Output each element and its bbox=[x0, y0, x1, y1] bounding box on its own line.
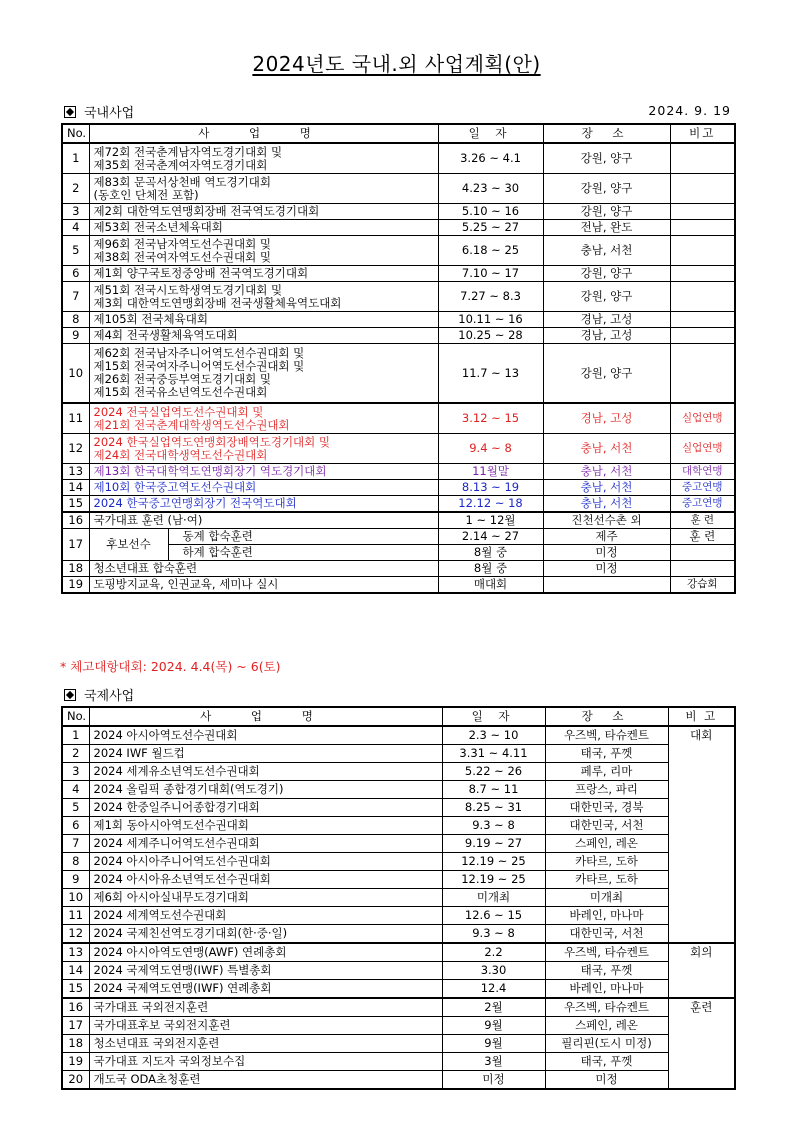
row-number: 7 bbox=[62, 282, 89, 312]
table-row bbox=[62, 204, 735, 220]
row-place: 우즈벡, 타슈켄트 bbox=[545, 998, 668, 1017]
row-name: 2024 국제역도연맹(IWF) 연례총회 bbox=[89, 980, 442, 999]
row-number: 16 bbox=[62, 512, 89, 529]
row-name: 국가대표후보 국외전지훈련 bbox=[89, 1017, 442, 1035]
row-name-line: 제26회 전국중등부역도경기대회 및 bbox=[93, 372, 271, 386]
row-note bbox=[670, 236, 735, 266]
row-name: 제1회 동아시아역도선수권대회 bbox=[89, 817, 442, 835]
header-note: 비 고 bbox=[668, 707, 735, 726]
row-note bbox=[670, 561, 735, 577]
row-note bbox=[670, 344, 735, 404]
row-date: 9월 bbox=[442, 1035, 545, 1053]
table-row bbox=[62, 835, 735, 853]
row-place: 대한민국, 서천 bbox=[545, 817, 668, 835]
page-title: 2024년도 국내.외 사업계획(안) bbox=[252, 52, 541, 76]
international-heading bbox=[64, 685, 134, 704]
table-row bbox=[62, 998, 735, 1017]
row-date: 매대회 bbox=[438, 577, 543, 594]
row-name-line: 제3회 대한역도연맹회장배 전국생활체육역도대회 bbox=[93, 295, 342, 310]
domestic-heading-label: 국내사업 bbox=[84, 106, 135, 121]
row-place: 충남, 서천 bbox=[543, 434, 670, 464]
row-note bbox=[670, 143, 735, 174]
row-number: 9 bbox=[62, 328, 89, 344]
row-place: 스페인, 레온 bbox=[545, 835, 668, 853]
row-name bbox=[89, 312, 438, 328]
table-row bbox=[62, 1035, 735, 1053]
row-number: 17 bbox=[62, 529, 89, 561]
row-note bbox=[670, 220, 735, 236]
row-place: 충남, 서천 bbox=[543, 464, 670, 480]
row-date: 8.7 ~ 11 bbox=[442, 781, 545, 799]
row-note bbox=[670, 282, 735, 312]
row-name bbox=[89, 174, 438, 204]
row-name: 제6회 아시아실내무도경기대회 bbox=[89, 889, 442, 907]
row-name-line: 도핑방지교육, 인권교육, 세미나 실시 bbox=[93, 577, 279, 591]
row-date: 12.19 ~ 25 bbox=[442, 853, 545, 871]
row-name bbox=[89, 434, 438, 464]
table-row bbox=[62, 464, 735, 480]
table-row bbox=[62, 496, 735, 513]
header-place: 장 소 bbox=[545, 707, 668, 726]
row-number: 18 bbox=[62, 561, 89, 577]
row-date: 2월 bbox=[442, 998, 545, 1017]
table-row bbox=[62, 480, 735, 496]
row-name-line: 제21회 전국춘계대학생역도선수권대회 bbox=[93, 417, 290, 432]
row-number: 20 bbox=[62, 1071, 89, 1090]
row-place: 충남, 서천 bbox=[543, 236, 670, 266]
row-number: 2 bbox=[62, 174, 89, 204]
header-no: No. bbox=[62, 124, 89, 143]
row-name: 2024 세계역도선수권대회 bbox=[89, 907, 442, 925]
row-name bbox=[89, 220, 438, 236]
row-number: 6 bbox=[62, 266, 89, 282]
row-place: 강원, 양구 bbox=[543, 344, 670, 404]
row-name: 국가대표 국외전지훈련 bbox=[89, 998, 442, 1017]
row-name bbox=[89, 480, 438, 496]
table-row bbox=[62, 781, 735, 799]
row-name: 2024 세계유소년역도선수권대회 bbox=[89, 763, 442, 781]
row-name bbox=[89, 403, 438, 434]
row-number: 3 bbox=[62, 763, 89, 781]
row-date: 10.25 ~ 28 bbox=[438, 328, 543, 344]
row-place: 대한민국, 경북 bbox=[545, 799, 668, 817]
row-date: 5.10 ~ 16 bbox=[438, 204, 543, 220]
row-name: 국가대표 지도자 국외정보수집 bbox=[89, 1053, 442, 1071]
row-place: 강원, 양구 bbox=[543, 174, 670, 204]
row-place: 미정 bbox=[543, 561, 670, 577]
row-date: 2.3 ~ 10 bbox=[442, 726, 545, 745]
row-name bbox=[89, 236, 438, 266]
row-name-line: 국가대표 훈련 (남·여) bbox=[93, 513, 203, 527]
row-date: 2.2 bbox=[442, 943, 545, 962]
row-place: 충남, 서천 bbox=[543, 480, 670, 496]
row-group-label: 후보선수 bbox=[89, 529, 168, 561]
row-date: 12.4 bbox=[442, 980, 545, 999]
row-number: 5 bbox=[62, 236, 89, 266]
row-date: 9.3 ~ 8 bbox=[442, 817, 545, 835]
row-name bbox=[89, 344, 438, 404]
row-name bbox=[89, 464, 438, 480]
row-date: 5.22 ~ 26 bbox=[442, 763, 545, 781]
row-date: 8.25 ~ 31 bbox=[442, 799, 545, 817]
document-date: 2024. 9. 19 bbox=[648, 103, 731, 118]
row-name-line: 제13회 한국대학역도연맹회장기 역도경기대회 bbox=[93, 464, 327, 478]
row-place: 강원, 양구 bbox=[543, 143, 670, 174]
table-row bbox=[62, 561, 735, 577]
row-name bbox=[89, 204, 438, 220]
row-number: 7 bbox=[62, 835, 89, 853]
row-name-line: 제72회 전국춘계남자역도경기대회 및 bbox=[93, 144, 283, 159]
row-name-line: 제51회 전국시도학생역도경기대회 및 bbox=[93, 282, 283, 297]
row-date: 5.25 ~ 27 bbox=[438, 220, 543, 236]
row-sub-name: 동계 합숙훈련 bbox=[168, 529, 438, 545]
header-date: 일 자 bbox=[442, 707, 545, 726]
header-name: 사 업 명 bbox=[89, 707, 442, 726]
row-date: 3.30 bbox=[442, 962, 545, 980]
row-number: 2 bbox=[62, 745, 89, 763]
row-number: 13 bbox=[62, 464, 89, 480]
row-name: 2024 아시아역도선수권대회 bbox=[89, 726, 442, 745]
row-place: 우즈벡, 타슈켄트 bbox=[545, 943, 668, 962]
row-place: 강원, 양구 bbox=[543, 266, 670, 282]
row-number: 4 bbox=[62, 781, 89, 799]
row-name: 2024 올림픽 종합경기대회(역도경기) bbox=[89, 781, 442, 799]
header-place: 장 소 bbox=[543, 124, 670, 143]
row-place: 대한민국, 서천 bbox=[545, 925, 668, 944]
row-date: 9.3 ~ 8 bbox=[442, 925, 545, 944]
header-name: 사 업 명 bbox=[89, 124, 438, 143]
diamond-bullet-icon bbox=[64, 106, 76, 118]
row-note bbox=[670, 266, 735, 282]
row-name bbox=[89, 496, 438, 513]
row-number: 15 bbox=[62, 496, 89, 513]
row-name-line: 제15회 전국여자주니어역도선수권대회 및 bbox=[93, 359, 305, 373]
row-number: 10 bbox=[62, 889, 89, 907]
row-date: 11.7 ~ 13 bbox=[438, 344, 543, 404]
header-no: No. bbox=[62, 707, 89, 726]
table-row bbox=[62, 925, 735, 944]
row-place: 태국, 푸껫 bbox=[545, 962, 668, 980]
row-note bbox=[670, 545, 735, 561]
row-name: 2024 한중일주니어종합경기대회 bbox=[89, 799, 442, 817]
row-number: 6 bbox=[62, 817, 89, 835]
table-row bbox=[62, 529, 735, 545]
row-name-line: 청소년대표 합숙훈련 bbox=[93, 561, 198, 575]
row-number: 1 bbox=[62, 143, 89, 174]
row-place: 바레인, 마나마 bbox=[545, 980, 668, 999]
row-name-line: 제35회 전국춘계여자역도경기대회 bbox=[93, 157, 268, 172]
table-row bbox=[62, 403, 735, 434]
row-number: 10 bbox=[62, 344, 89, 404]
row-name-line: 2024 한국중고연맹회장기 전국역도대회 bbox=[93, 496, 297, 510]
row-place: 바레인, 마나마 bbox=[545, 907, 668, 925]
row-place: 강원, 양구 bbox=[543, 282, 670, 312]
row-group-note: 대회 bbox=[668, 726, 735, 943]
table-row bbox=[62, 1071, 735, 1090]
row-number: 17 bbox=[62, 1017, 89, 1035]
row-note: 실업연맹 bbox=[670, 434, 735, 464]
row-date: 12.6 ~ 15 bbox=[442, 907, 545, 925]
row-place: 우즈벡, 타슈켄트 bbox=[545, 726, 668, 745]
row-number: 18 bbox=[62, 1035, 89, 1053]
row-place: 필리핀(도시 미정) bbox=[545, 1035, 668, 1053]
table-row bbox=[62, 282, 735, 312]
row-number: 13 bbox=[62, 943, 89, 962]
row-place: 태국, 푸껫 bbox=[545, 745, 668, 763]
row-place: 전남, 완도 bbox=[543, 220, 670, 236]
table-header-row bbox=[62, 707, 735, 726]
row-number: 19 bbox=[62, 577, 89, 594]
table-row bbox=[62, 943, 735, 962]
row-note: 훈 련 bbox=[670, 529, 735, 545]
row-date: 3.31 ~ 4.11 bbox=[442, 745, 545, 763]
row-note bbox=[670, 312, 735, 328]
row-number: 12 bbox=[62, 434, 89, 464]
row-place: 스페인, 레온 bbox=[545, 1017, 668, 1035]
row-name-line: 제105회 전국체육대회 bbox=[93, 312, 208, 326]
row-place: 프랑스, 파리 bbox=[545, 781, 668, 799]
row-place: 미정 bbox=[545, 1071, 668, 1090]
row-name: 청소년대표 국외전지훈련 bbox=[89, 1035, 442, 1053]
row-note: 중고연맹 bbox=[670, 480, 735, 496]
row-place: 강원, 양구 bbox=[543, 204, 670, 220]
row-date: 10.11 ~ 16 bbox=[438, 312, 543, 328]
row-name: 2024 세계주니어역도선수권대회 bbox=[89, 835, 442, 853]
row-date: 8.13 ~ 19 bbox=[438, 480, 543, 496]
row-place: 카타르, 도하 bbox=[545, 871, 668, 889]
row-number: 12 bbox=[62, 925, 89, 944]
row-place: 경남, 고성 bbox=[543, 312, 670, 328]
table-row bbox=[62, 220, 735, 236]
row-name bbox=[89, 282, 438, 312]
row-date: 미정 bbox=[442, 1071, 545, 1090]
row-number: 19 bbox=[62, 1053, 89, 1071]
row-name: 개도국 ODA초청훈련 bbox=[89, 1071, 442, 1090]
row-name-line: 2024 한국실업역도연맹회장배역도경기대회 및 bbox=[93, 434, 331, 449]
row-name: 2024 국제친선역도경기대회(한·중·일) bbox=[89, 925, 442, 944]
row-name: 2024 아시아역도연맹(AWF) 연례총회 bbox=[89, 943, 442, 962]
row-place: 미개최 bbox=[545, 889, 668, 907]
row-place: 카타르, 도하 bbox=[545, 853, 668, 871]
table-row bbox=[62, 328, 735, 344]
row-number: 11 bbox=[62, 907, 89, 925]
domestic-heading bbox=[64, 102, 134, 121]
row-number: 9 bbox=[62, 871, 89, 889]
row-date: 9월 bbox=[442, 1017, 545, 1035]
row-place: 경남, 고성 bbox=[543, 328, 670, 344]
row-name-line: 제24회 전국대학생역도선수권대회 bbox=[93, 447, 268, 462]
row-date: 12.19 ~ 25 bbox=[442, 871, 545, 889]
row-name: 2024 IWF 월드컵 bbox=[89, 745, 442, 763]
table-row bbox=[62, 763, 735, 781]
row-note: 대학연맹 bbox=[670, 464, 735, 480]
row-date: 12.12 ~ 18 bbox=[438, 496, 543, 513]
table-row bbox=[62, 512, 735, 529]
row-date: 9.4 ~ 8 bbox=[438, 434, 543, 464]
row-date: 11월말 bbox=[438, 464, 543, 480]
table-row bbox=[62, 1053, 735, 1071]
row-note bbox=[670, 174, 735, 204]
table-row bbox=[62, 745, 735, 763]
table-row bbox=[62, 853, 735, 871]
header-note: 비고 bbox=[670, 124, 735, 143]
row-date: 4.23 ~ 30 bbox=[438, 174, 543, 204]
row-date: 3월 bbox=[442, 1053, 545, 1071]
row-name bbox=[89, 512, 438, 529]
international-table bbox=[61, 706, 736, 1090]
diamond-bullet-icon bbox=[64, 689, 76, 701]
row-number: 14 bbox=[62, 962, 89, 980]
row-note: 강습회 bbox=[670, 577, 735, 594]
row-number: 15 bbox=[62, 980, 89, 999]
table-row bbox=[62, 907, 735, 925]
row-date: 3.26 ~ 4.1 bbox=[438, 143, 543, 174]
row-date: 1 ~ 12월 bbox=[438, 512, 543, 529]
row-date: 8월 중 bbox=[438, 561, 543, 577]
row-name-line: 제83회 문곡서상천배 역도경기대회 bbox=[93, 174, 271, 189]
row-place: 진천선수촌 외 bbox=[543, 512, 670, 529]
row-name-line: 제96회 전국남자역도선수권대회 및 bbox=[93, 236, 271, 251]
table-row bbox=[62, 174, 735, 204]
row-name-line: 제38회 전국여자역도선수권대회 및 bbox=[93, 249, 271, 264]
row-number: 14 bbox=[62, 480, 89, 496]
row-group-note: 훈련 bbox=[668, 998, 735, 1089]
row-name-line: 제1회 양구국토정중앙배 전국역도경기대회 bbox=[93, 266, 309, 280]
row-place: 태국, 푸껫 bbox=[545, 1053, 668, 1071]
row-name bbox=[89, 328, 438, 344]
row-name-line: 2024 전국실업역도선수권대회 및 bbox=[93, 404, 264, 419]
row-name-line: 제2회 대한역도연맹회장배 전국역도경기대회 bbox=[93, 204, 320, 218]
row-note bbox=[670, 204, 735, 220]
row-date: 6.18 ~ 25 bbox=[438, 236, 543, 266]
row-number: 8 bbox=[62, 853, 89, 871]
table-row bbox=[62, 143, 735, 174]
row-number: 3 bbox=[62, 204, 89, 220]
row-name bbox=[89, 266, 438, 282]
row-group-note: 회의 bbox=[668, 943, 735, 998]
row-sub-name: 하계 합숙훈련 bbox=[168, 545, 438, 561]
table-row bbox=[62, 344, 735, 404]
domestic-table bbox=[61, 123, 736, 594]
row-place: 경남, 고성 bbox=[543, 403, 670, 434]
table-row bbox=[62, 871, 735, 889]
row-place: 제주 bbox=[543, 529, 670, 545]
table-row bbox=[62, 799, 735, 817]
table-row bbox=[62, 962, 735, 980]
row-number: 4 bbox=[62, 220, 89, 236]
row-name-line: (동호인 단체전 포함) bbox=[93, 187, 199, 202]
row-place bbox=[543, 577, 670, 594]
table-row bbox=[62, 266, 735, 282]
header-date: 일 자 bbox=[438, 124, 543, 143]
row-date: 미개최 bbox=[442, 889, 545, 907]
table-row bbox=[62, 312, 735, 328]
row-number: 1 bbox=[62, 726, 89, 745]
table-row bbox=[62, 889, 735, 907]
table-row bbox=[62, 577, 735, 594]
row-name-line: 제15회 전국유소년역도선수권대회 bbox=[93, 385, 268, 399]
row-date: 9.19 ~ 27 bbox=[442, 835, 545, 853]
table-row bbox=[62, 434, 735, 464]
row-note: 훈 련 bbox=[670, 512, 735, 529]
row-name: 2024 아시아유소년역도선수권대회 bbox=[89, 871, 442, 889]
row-note: 중고연맹 bbox=[670, 496, 735, 513]
footnote: * 체고대항대회: 2024. 4.4(목) ~ 6(토) bbox=[60, 659, 281, 674]
row-name: 2024 아시아주니어역도선수권대회 bbox=[89, 853, 442, 871]
row-date: 2.14 ~ 27 bbox=[438, 529, 543, 545]
table-row bbox=[62, 726, 735, 745]
row-number: 5 bbox=[62, 799, 89, 817]
table-row bbox=[62, 1017, 735, 1035]
international-heading-label: 국제사업 bbox=[84, 689, 135, 704]
table-header-row bbox=[62, 124, 735, 143]
row-place: 충남, 서천 bbox=[543, 496, 670, 513]
row-place: 미정 bbox=[543, 545, 670, 561]
row-number: 8 bbox=[62, 312, 89, 328]
row-date: 7.10 ~ 17 bbox=[438, 266, 543, 282]
row-note bbox=[670, 328, 735, 344]
table-row bbox=[62, 236, 735, 266]
table-row bbox=[62, 980, 735, 999]
row-name-line: 제10회 한국중고역도선수권대회 bbox=[93, 480, 257, 494]
row-name-line: 제4회 전국생활체육역도대회 bbox=[93, 328, 238, 342]
row-name-line: 제62회 전국남자주니어역도선수권대회 및 bbox=[93, 346, 305, 360]
row-number: 11 bbox=[62, 403, 89, 434]
row-place: 페루, 리마 bbox=[545, 763, 668, 781]
table-row bbox=[62, 817, 735, 835]
row-date: 7.27 ~ 8.3 bbox=[438, 282, 543, 312]
row-note: 실업연맹 bbox=[670, 403, 735, 434]
row-number: 16 bbox=[62, 998, 89, 1017]
row-date: 3.12 ~ 15 bbox=[438, 403, 543, 434]
row-name bbox=[89, 561, 438, 577]
row-name bbox=[89, 143, 438, 174]
row-name-line: 제53회 전국소년체육대회 bbox=[93, 220, 223, 234]
row-date: 8월 중 bbox=[438, 545, 543, 561]
row-name: 2024 국제역도연맹(IWF) 특별총회 bbox=[89, 962, 442, 980]
row-name bbox=[89, 577, 438, 594]
